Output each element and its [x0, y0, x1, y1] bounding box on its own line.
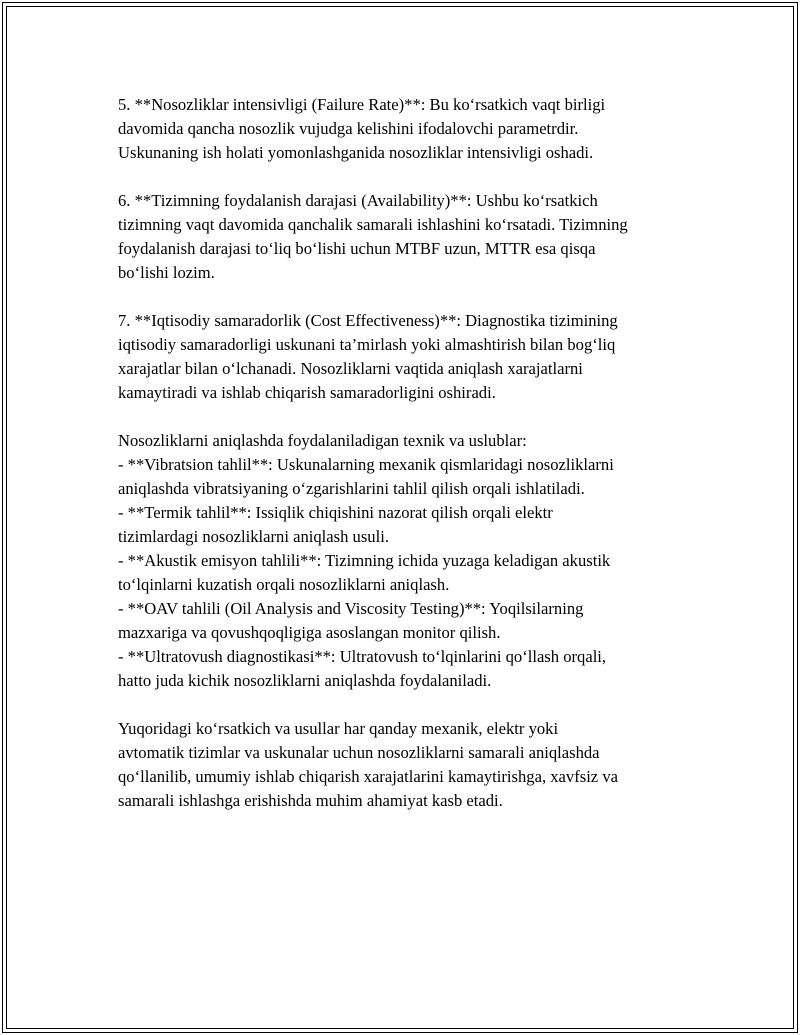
list-item-continuation: hatto juda kichik nosozliklarni aniqlashda foydalaniladi. — [118, 671, 492, 690]
paragraph-conclusion — [118, 717, 698, 813]
document-body — [118, 93, 698, 837]
text-line: 6. **Tizimning foydalanish darajasi (Availability)**: Ushbu ko‘rsatkich — [118, 191, 598, 210]
list-item: - **Termik tahlil**: Issiqlik chiqishini nazorat qilish orqali elektr — [118, 503, 553, 522]
text-line: kamaytiradi va ishlab chiqarish samaradorligini oshiradi. — [118, 383, 496, 402]
list-item-continuation: mazxariga va qovushqoqligiga asoslangan monitor qilish. — [118, 623, 501, 642]
paragraph-techniques-list — [118, 429, 698, 693]
text-line: tizimning vaqt davomida qanchalik samarali ishlashini ko‘rsatadi. Tizimning — [118, 215, 628, 234]
text-line: bo‘lishi lozim. — [118, 263, 215, 282]
list-item: - **OAV tahlili (Oil Analysis and Viscosity Testing)**: Yoqilsilarning — [118, 599, 584, 618]
list-item-continuation: tizimlardagi nosozliklarni aniqlash usuli. — [118, 527, 389, 546]
text-line: davomida qancha nosozlik vujudga kelishini ifodalovchi parametrdir. — [118, 119, 579, 138]
paragraph-availability — [118, 189, 698, 285]
list-item: - **Akustik emisyon tahlili**: Tizimning ichida yuzaga keladigan akustik — [118, 551, 611, 570]
list-item: - **Ultratovush diagnostikasi**: Ultratovush to‘lqinlarini qo‘llash orqali, — [118, 647, 607, 666]
list-item-continuation: aniqlashda vibratsiyaning o‘zgarishlarini tahlil qilish orqali ishlatiladi. — [118, 479, 585, 498]
text-line: 5. **Nosozliklar intensivligi (Failure Rate)**: Bu ko‘rsatkich vaqt birligi — [118, 95, 606, 114]
paragraph-failure-rate — [118, 93, 698, 165]
text-line: xarajatlar bilan o‘lchanadi. Nosozliklarni vaqtida aniqlash xarajatlarni — [118, 359, 583, 378]
text-line: 7. **Iqtisodiy samaradorlik (Cost Effectiveness)**: Diagnostika tizimining — [118, 311, 618, 330]
list-item: - **Vibratsion tahlil**: Uskunalarning mexanik qismlaridagi nosozliklarni — [118, 455, 614, 474]
list-item-continuation: to‘lqinlarni kuzatish orqali nosozliklarni aniqlash. — [118, 575, 450, 594]
text-line: avtomatik tizimlar va uskunalar uchun nosozliklarni samarali aniqlashda — [118, 743, 600, 762]
text-line: qo‘llanilib, umumiy ishlab chiqarish xarajatlarini kamaytirishga, xavfsiz va — [118, 767, 618, 786]
text-line: Uskunaning ish holati yomonlashganida nosozliklar intensivligi oshadi. — [118, 143, 594, 162]
text-line: foydalanish darajasi to‘liq bo‘lishi uchun MTBF uzun, MTTR esa qisqa — [118, 239, 596, 258]
list-heading: Nosozliklarni aniqlashda foydalaniladigan texnik va uslublar: — [118, 431, 527, 450]
text-line: Yuqoridagi ko‘rsatkich va usullar har qanday mexanik, elektr yoki — [118, 719, 559, 738]
text-line: samarali ishlashga erishishda muhim ahamiyat kasb etadi. — [118, 791, 503, 810]
paragraph-cost-effectiveness — [118, 309, 698, 405]
text-line: iqtisodiy samaradorligi uskunani ta’mirlash yoki almashtirish bilan bog‘liq — [118, 335, 616, 354]
